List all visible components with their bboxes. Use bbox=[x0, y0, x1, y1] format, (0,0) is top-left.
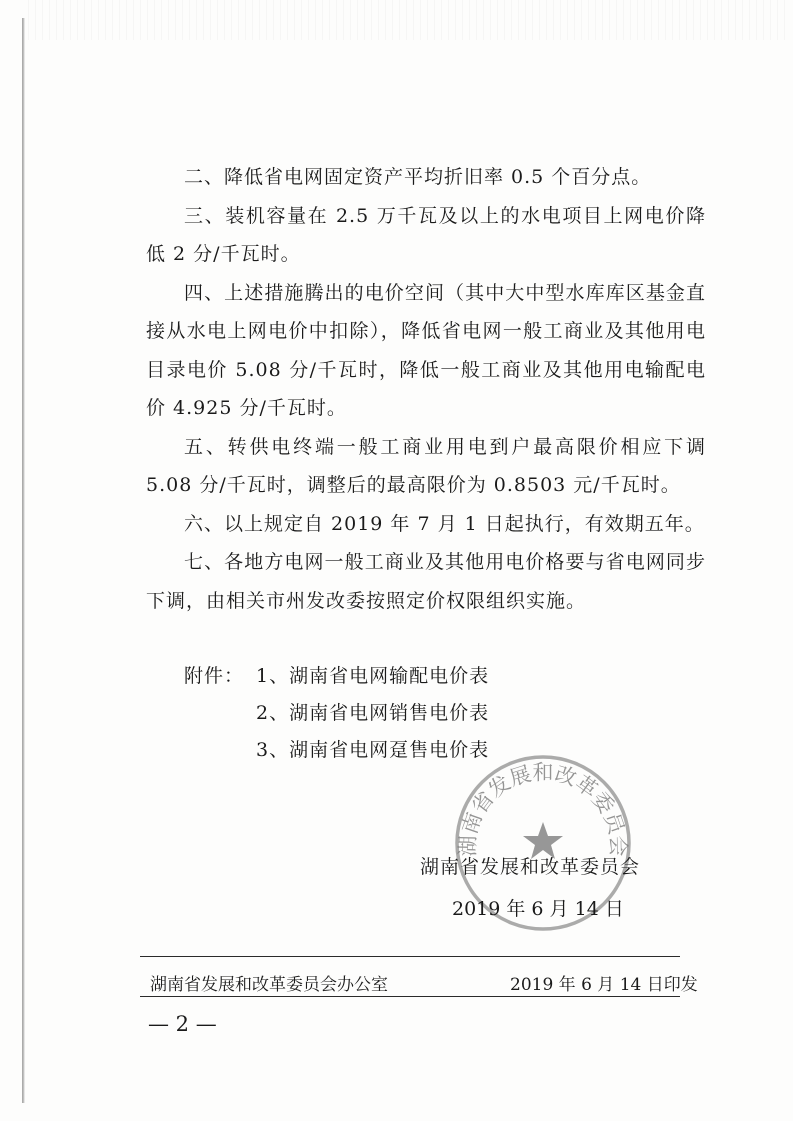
paragraph-4: 四、上述措施腾出的电价空间（其中大中型水库库区基金直接从水电上网电价中扣除），降低省电网一般工商业及其他用电目录电价 5.08 分/千瓦时，降低一般工商业及其他用电输配电价 4.925 分/千瓦时。 bbox=[146, 281, 706, 419]
issue-date: 2019 年 6 月 14 日 bbox=[452, 898, 624, 920]
page-number: — 2 — bbox=[148, 1012, 217, 1036]
attachment-row-3 bbox=[184, 732, 489, 769]
attachments bbox=[184, 658, 489, 769]
paragraph-2: 二、降低省电网固定资产平均折旧率 0.5 个百分点。 bbox=[184, 166, 652, 188]
seal-text: 湖南省发展和改革委员会 bbox=[455, 760, 631, 857]
attachment-row-1 bbox=[184, 658, 489, 695]
attachment-item: 2、湖南省电网销售电价表 bbox=[256, 702, 490, 724]
paragraph-7: 七、各地方电网一般工商业及其他用电价格要与省电网同步下调，由相关市州发改委按照定价权限组织实施。 bbox=[146, 551, 706, 612]
attachment-item: 3、湖南省电网趸售电价表 bbox=[256, 739, 490, 761]
footer-top-rule bbox=[140, 956, 680, 957]
attachment-row-2 bbox=[184, 695, 489, 732]
attachment-item: 1、湖南省电网输配电价表 bbox=[256, 665, 490, 687]
scan-top-noise bbox=[28, 0, 788, 40]
paragraph-6: 六、以上规定自 2019 年 7 月 1 日起执行，有效期五年。 bbox=[184, 512, 705, 535]
paragraph-5: 五、转供电终端一般工商业用电到户最高限价相应下调 5.08 分/千瓦时，调整后的最高限价为 0.8503 元/千瓦时。 bbox=[146, 435, 706, 496]
footer-office: 湖南省发展和改革委员会办公室 bbox=[150, 975, 388, 995]
body-text bbox=[146, 158, 706, 620]
paragraph-3: 三、装机容量在 2.5 万千瓦及以上的水电项目上网电价降低 2 分/千瓦时。 bbox=[146, 204, 706, 265]
footer-print-date: 2019 年 6 月 14 日印发 bbox=[510, 975, 698, 995]
issuer-name: 湖南省发展和改革委员会 bbox=[420, 856, 641, 878]
scan-left-edge bbox=[22, 18, 25, 1103]
footer-bottom-rule bbox=[140, 996, 680, 997]
attachments-label: 附件： bbox=[184, 665, 245, 687]
